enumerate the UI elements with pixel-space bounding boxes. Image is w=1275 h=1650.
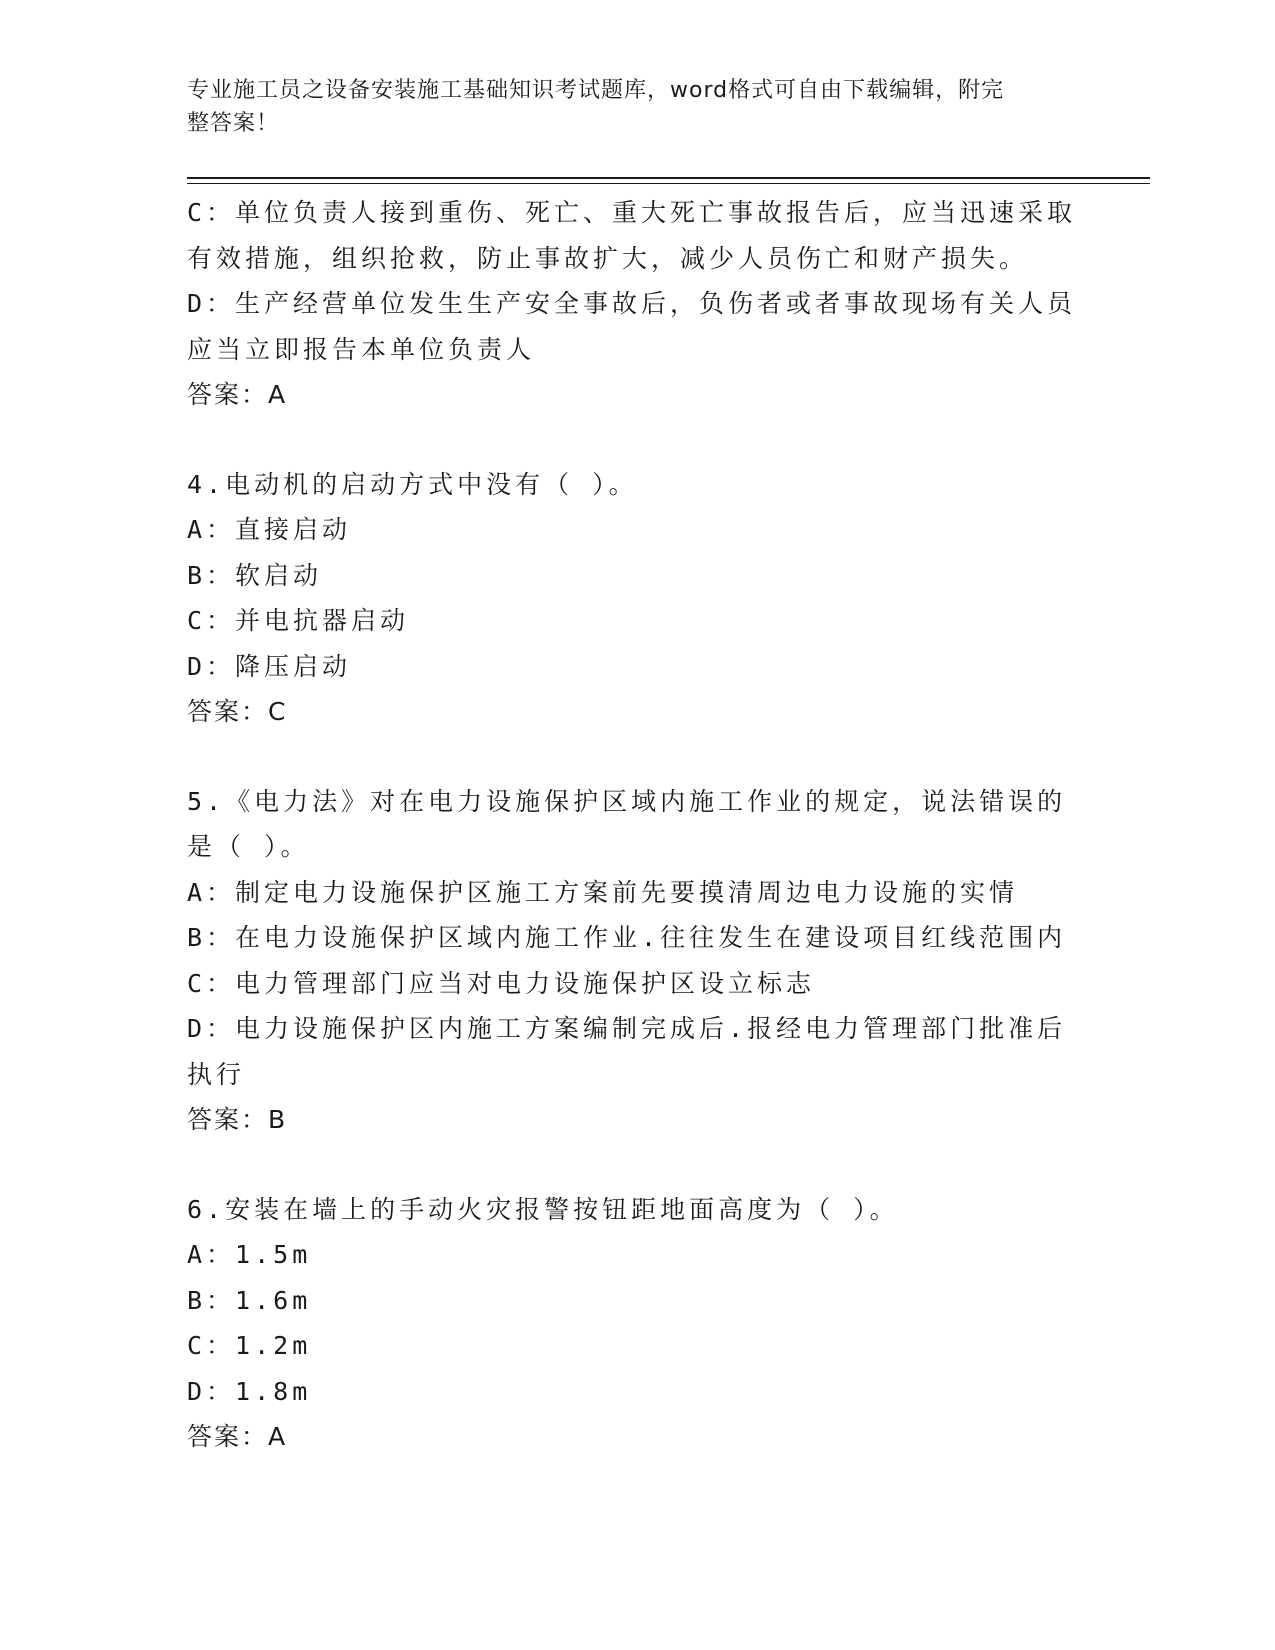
q5-question-line-2: 是（ ）。 [187, 832, 310, 861]
spacer [187, 735, 1087, 779]
q4-answer: 答案：C [187, 697, 288, 726]
q5-option-d-line-1: D：电力设施保护区内施工方案编制完成后.报经电力管理部门批准后 [187, 1014, 1067, 1043]
q6-option-b: B：1.6m [187, 1285, 312, 1315]
q6-answer: 答案：A [187, 1422, 288, 1451]
q4-option-d: D：降压启动 [187, 651, 352, 681]
q5-option-b: B：在电力设施保护区域内施工作业.往往发生在建设项目红线范围内 [187, 923, 1067, 952]
q5-option-d-line-2: 执行 [187, 1059, 246, 1089]
question-6 [187, 1187, 1087, 1460]
q5-option-a: A：制定电力设施保护区施工方案前先要摸清周边电力设施的实情 [187, 877, 1019, 907]
header-divider-thin [187, 183, 1150, 184]
q6-option-d: D：1.8m [187, 1376, 312, 1406]
q6-question: 6.安装在墙上的手动火灾报警按钮距地面高度为（ ）。 [187, 1194, 899, 1224]
question-3-continued [187, 190, 1087, 418]
q3-option-d-line-1: D：生产经营单位发生生产安全事故后，负伤者或者事故现场有关人员 [187, 289, 1077, 318]
header-title-line-1: 专业施工员之设备安装施工基础知识考试题库，word格式可自由下载编辑，附完 [187, 78, 1005, 103]
header-title-line-2: 整答案！ [187, 111, 280, 136]
q4-option-b: B：软启动 [187, 560, 323, 590]
q3-option-c-line-1: C：单位负责人接到重伤、死亡、重大死亡事故报告后，应当迅速采取 [187, 198, 1077, 227]
q4-option-a: A：直接启动 [187, 515, 352, 544]
spacer [187, 418, 1087, 462]
question-content [187, 190, 1087, 1460]
q5-option-c: C：电力管理部门应当对电力设施保护区设立标志 [187, 968, 816, 998]
q3-option-c-line-2: 有效措施，组织抢救，防止事故扩大，减少人员伤亡和财产损失。 [187, 243, 1029, 273]
q4-option-c: C：并电抗器启动 [187, 606, 410, 635]
question-4 [187, 462, 1087, 735]
header-divider-thick [187, 177, 1150, 179]
spacer [187, 1143, 1087, 1187]
q4-question: 4.电动机的启动方式中没有（ ）。 [187, 469, 638, 499]
q5-question-line-1: 5.《电力法》对在电力设施保护区域内施工作业的规定，说法错误的 [187, 786, 1067, 816]
question-5 [187, 779, 1087, 1143]
q6-option-c: C：1.2m [187, 1331, 312, 1360]
q5-answer: 答案：B [187, 1105, 288, 1134]
q3-option-d-line-2: 应当立即报告本单位负责人 [187, 334, 536, 364]
q6-option-a: A：1.5m [187, 1240, 312, 1269]
document-header [187, 74, 1087, 140]
q3-answer: 答案：A [187, 380, 288, 409]
